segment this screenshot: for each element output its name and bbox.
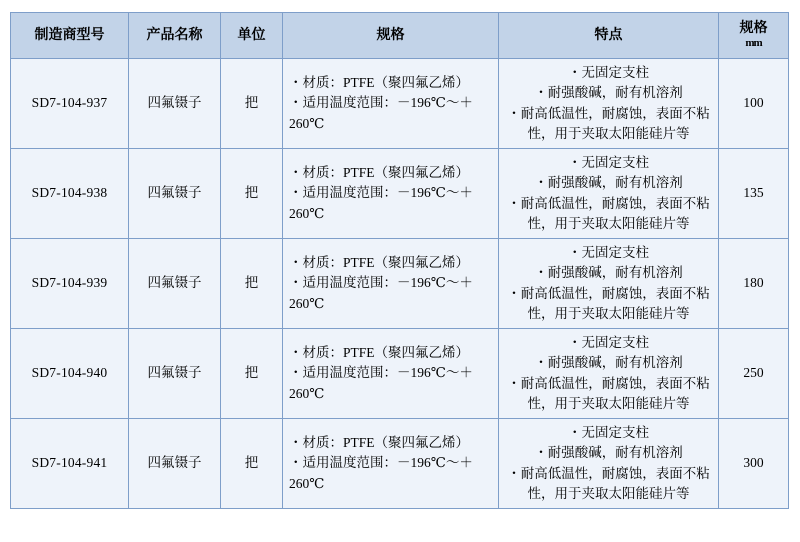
cell-spec xyxy=(283,329,499,419)
spec-line-material: ・材质：PTFE（聚四氟乙烯） xyxy=(289,345,470,361)
column-header-size-label: 规格 xyxy=(739,20,768,36)
cell-product-name: 四氟镊子 xyxy=(129,239,221,329)
cell-spec xyxy=(283,59,499,149)
cell-feature xyxy=(499,329,719,419)
cell-feature xyxy=(499,239,719,329)
feature-line-3: ・耐高低温性，耐腐蚀，表面不粘性，用于夹取太阳能硅片等 xyxy=(507,285,710,321)
column-header-model: 制造商型号 xyxy=(11,13,129,59)
feature-line-2: ・耐强酸碱，耐有机溶剂 xyxy=(534,445,683,461)
cell-model: SD7-104-940 xyxy=(11,329,129,419)
spec-line-temperature: ・适用温度范围：－196℃～＋260℃ xyxy=(289,365,473,401)
feature-line-2: ・耐强酸碱，耐有机溶剂 xyxy=(534,85,683,101)
feature-line-2: ・耐强酸碱，耐有机溶剂 xyxy=(534,355,683,371)
feature-line-2: ・耐强酸碱，耐有机溶剂 xyxy=(534,265,683,281)
cell-model: SD7-104-941 xyxy=(11,419,129,509)
table-row xyxy=(11,329,789,419)
cell-spec xyxy=(283,419,499,509)
spec-line-material: ・材质：PTFE（聚四氟乙烯） xyxy=(289,435,470,451)
column-header-unit: 单位 xyxy=(221,13,283,59)
table-row xyxy=(11,239,789,329)
feature-line-3: ・耐高低温性，耐腐蚀，表面不粘性，用于夹取太阳能硅片等 xyxy=(507,375,710,411)
feature-line-1: ・无固定支柱 xyxy=(568,155,649,170)
spec-line-material: ・材质：PTFE（聚四氟乙烯） xyxy=(289,165,470,181)
table-header xyxy=(11,13,789,59)
feature-line-3: ・耐高低温性，耐腐蚀，表面不粘性，用于夹取太阳能硅片等 xyxy=(507,105,710,141)
table-row xyxy=(11,59,789,149)
cell-product-name: 四氟镊子 xyxy=(129,419,221,509)
cell-model: SD7-104-938 xyxy=(11,149,129,239)
spec-line-temperature: ・适用温度范围：－196℃～＋260℃ xyxy=(289,275,473,311)
table-row xyxy=(11,149,789,239)
feature-line-3: ・耐高低温性，耐腐蚀，表面不粘性，用于夹取太阳能硅片等 xyxy=(507,195,710,231)
cell-spec xyxy=(283,149,499,239)
spec-line-temperature: ・适用温度范围：－196℃～＋260℃ xyxy=(289,95,473,131)
cell-size: 250 xyxy=(719,329,789,419)
cell-unit: 把 xyxy=(221,419,283,509)
table-body xyxy=(11,59,789,509)
spec-line-temperature: ・适用温度范围：－196℃～＋260℃ xyxy=(289,185,473,221)
cell-feature xyxy=(499,59,719,149)
product-spec-table xyxy=(10,12,789,509)
spec-line-temperature: ・适用温度范围：－196℃～＋260℃ xyxy=(289,455,473,491)
cell-unit: 把 xyxy=(221,329,283,419)
column-header-spec: 规格 xyxy=(283,13,499,59)
cell-size: 135 xyxy=(719,149,789,239)
column-header-feature: 特点 xyxy=(499,13,719,59)
feature-line-2: ・耐强酸碱，耐有机溶剂 xyxy=(534,175,683,191)
cell-product-name: 四氟镊子 xyxy=(129,149,221,239)
cell-size: 100 xyxy=(719,59,789,149)
cell-size: 300 xyxy=(719,419,789,509)
product-spec-sheet xyxy=(0,12,800,542)
feature-line-1: ・无固定支柱 xyxy=(568,335,649,350)
cell-unit: 把 xyxy=(221,149,283,239)
table-header-row xyxy=(11,13,789,59)
feature-line-3: ・耐高低温性，耐腐蚀，表面不粘性，用于夹取太阳能硅片等 xyxy=(507,465,710,501)
cell-product-name: 四氟镊子 xyxy=(129,59,221,149)
column-header-size-unit: mm xyxy=(745,37,762,50)
cell-model: SD7-104-937 xyxy=(11,59,129,149)
feature-line-1: ・无固定支柱 xyxy=(568,245,649,260)
feature-line-1: ・无固定支柱 xyxy=(568,65,649,80)
cell-unit: 把 xyxy=(221,59,283,149)
cell-feature xyxy=(499,149,719,239)
column-header-size xyxy=(719,13,789,59)
feature-line-1: ・无固定支柱 xyxy=(568,425,649,440)
spec-line-material: ・材质：PTFE（聚四氟乙烯） xyxy=(289,255,470,271)
cell-spec xyxy=(283,239,499,329)
cell-size: 180 xyxy=(719,239,789,329)
cell-unit: 把 xyxy=(221,239,283,329)
spec-line-material: ・材质：PTFE（聚四氟乙烯） xyxy=(289,75,470,91)
cell-feature xyxy=(499,419,719,509)
column-header-product-name: 产品名称 xyxy=(129,13,221,59)
table-row xyxy=(11,419,789,509)
cell-product-name: 四氟镊子 xyxy=(129,329,221,419)
cell-model: SD7-104-939 xyxy=(11,239,129,329)
